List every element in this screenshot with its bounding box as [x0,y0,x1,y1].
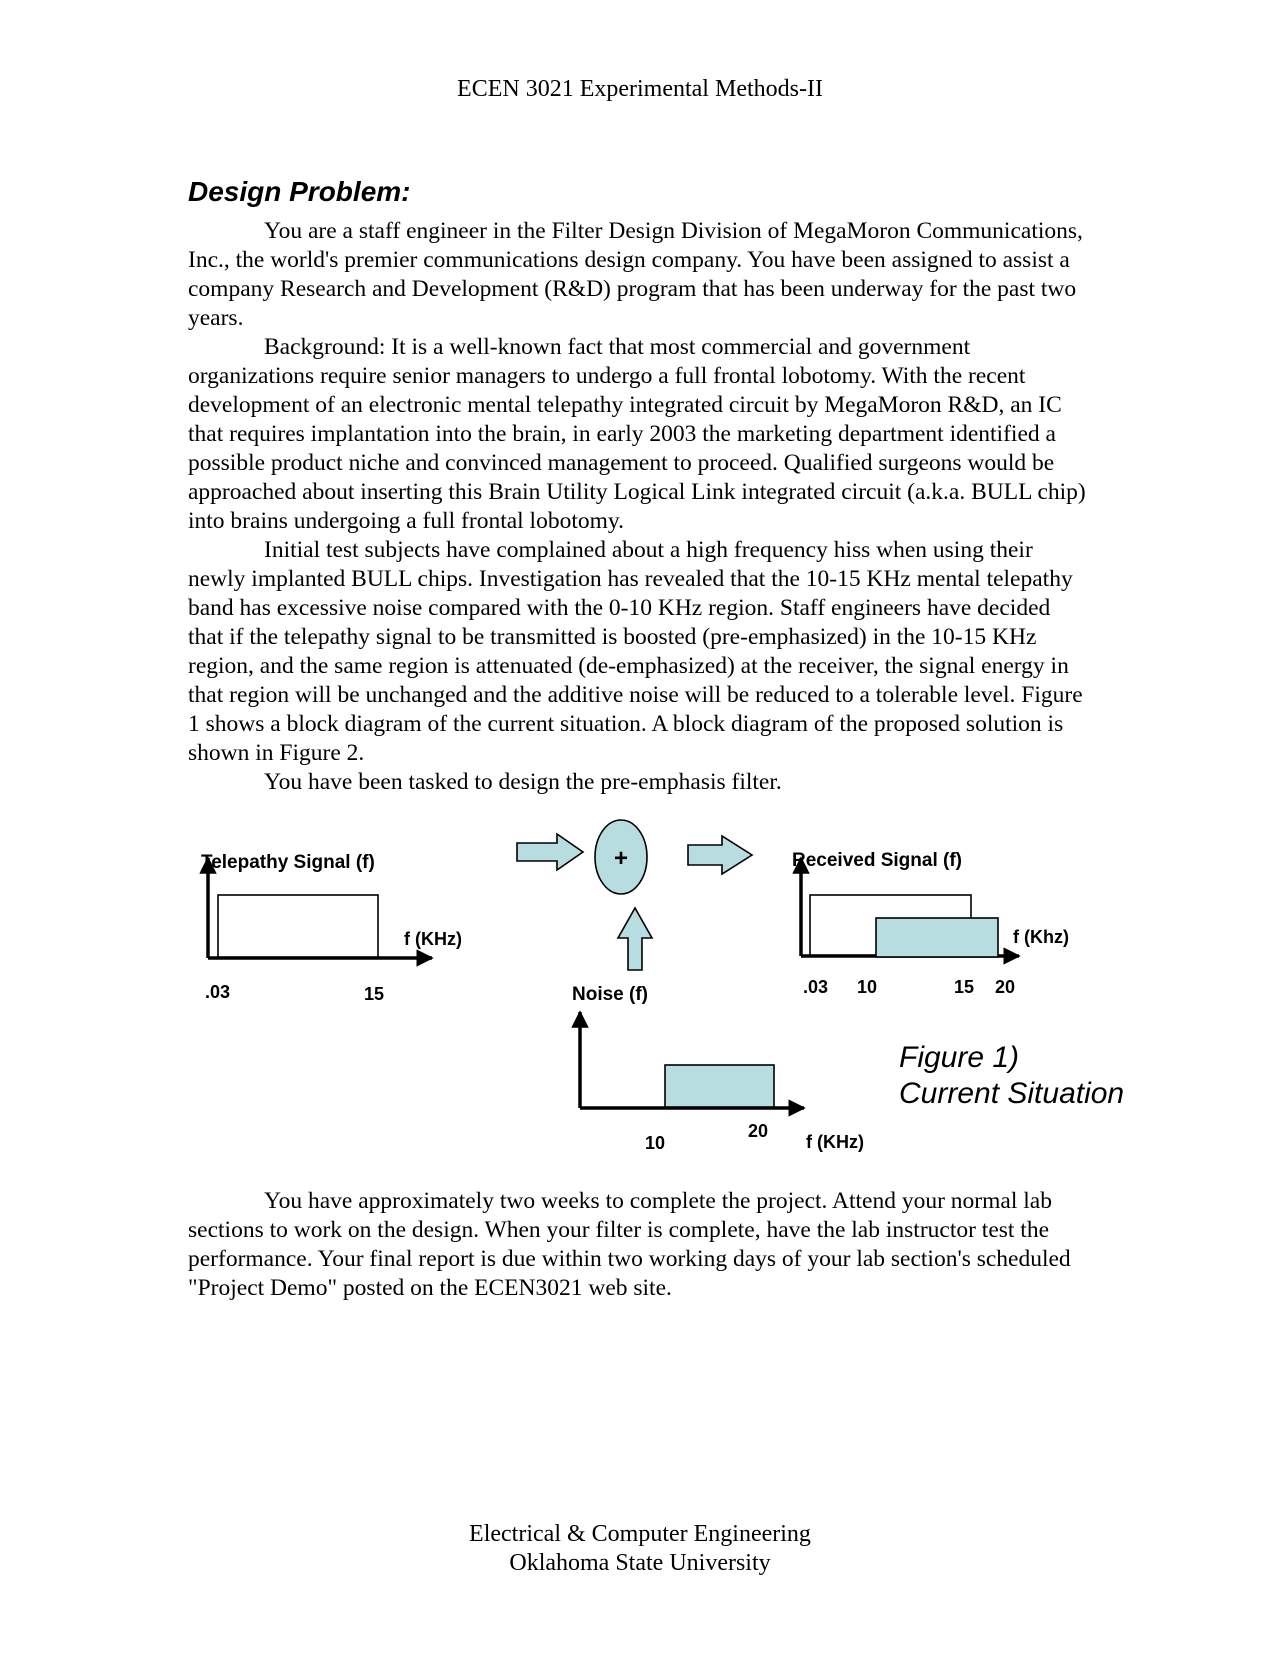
paragraph-4: You have been tasked to design the pre-emphasis filter. [264,769,782,795]
received-tick-003: .03 [803,977,829,997]
paragraph-2: Background: It is a well-known fact that most commercial and government organizations require senior managers to undergo a full frontal lobotomy. With the recent development of an electronic mental telepathy integrated circuit by MegaMoron R&D, an IC that requires implantation into the brain, in early 2003 the marketing department identified a possible product niche and convinced management to proceed. Qualified surgeons would be approached about inserting this Brain Utility Logical Link integrated circuit (a.k.a. BULL chip) into brains undergoing a full frontal lobotomy. [188,334,1086,534]
telepathy-axis-label: f (KHz) [404,929,462,949]
figure-caption-line-1: Figure 1) [899,1041,1020,1074]
output-block-arrow [688,836,752,874]
telepathy-tick-15: 15 [364,984,385,1004]
intro-text [188,217,1088,797]
received-tick-15: 15 [954,977,975,997]
noise-axis-label: f (KHz) [806,1132,864,1152]
footer-department: Electrical & Computer Engineering [469,1521,811,1547]
received-signal-title: Received Signal (f) [792,850,962,871]
telepathy-signal-title: Telepathy Signal (f) [201,852,375,873]
telepathy-tick-003: .03 [205,982,231,1002]
received-noise-band [876,918,998,957]
closing-paragraph: You have approximately two weeks to complete the project. Attend your normal lab sections to work on the design. When your filter is complete, have the lab instructor test the performance. Your final report is due within two working days of your lab section's scheduled "Project Demo" posted on the ECEN3021 web site. [188,1188,1071,1301]
footer-university: Oklahoma State University [509,1550,771,1576]
noise-tick-20: 20 [748,1121,769,1141]
noise-up-block-arrow [618,908,652,970]
received-tick-20: 20 [995,977,1016,997]
noise-plot [572,984,864,1153]
noise-tick-10: 10 [645,1133,666,1153]
section-heading: Design Problem: [188,176,411,207]
telepathy-signal-plot [201,852,462,1004]
figure-caption-line-2: Current Situation [899,1077,1125,1110]
adder-plus-symbol: + [613,845,629,872]
received-tick-10: 10 [857,977,878,997]
received-axis-label: f (Khz) [1013,927,1069,947]
page-footer [0,1520,1280,1578]
paragraph-3: Initial test subjects have complained about a high frequency hiss when using their newly implanted BULL chips. Investigation has revealed that the 10-15 KHz mental telepathy band has excessive noise compared with the 0-10 KHz region. Staff engineers have decided that if the telepathy signal to be transmitted is boosted (pre-emphasized) in the 10-15 KHz region, and the same region is attenuated (de-emphasized) at the receiver, the signal energy in that region will be unchanged and the additive noise will be reduced to a tolerable level. Figure 1 shows a block diagram of the current situation. A block diagram of the proposed solution is shown in Figure 2. [188,537,1083,766]
received-signal-plot [792,850,1069,997]
closing-text [188,1187,1088,1303]
figure-1-block-diagram [0,800,1280,1180]
input-block-arrow [517,834,583,870]
page-header: ECEN 3021 Experimental Methods-II [457,76,823,102]
telepathy-signal-band [218,895,378,957]
noise-title: Noise (f) [572,984,648,1005]
paragraph-1: You are a staff engineer in the Filter Design Division of MegaMoron Communications, Inc., the world's premier communications design company. You have been assigned to assist a company Research and Development (R&D) program that has been underway for the past two years. [188,218,1083,331]
adder-node [595,820,647,894]
noise-band [665,1065,774,1107]
